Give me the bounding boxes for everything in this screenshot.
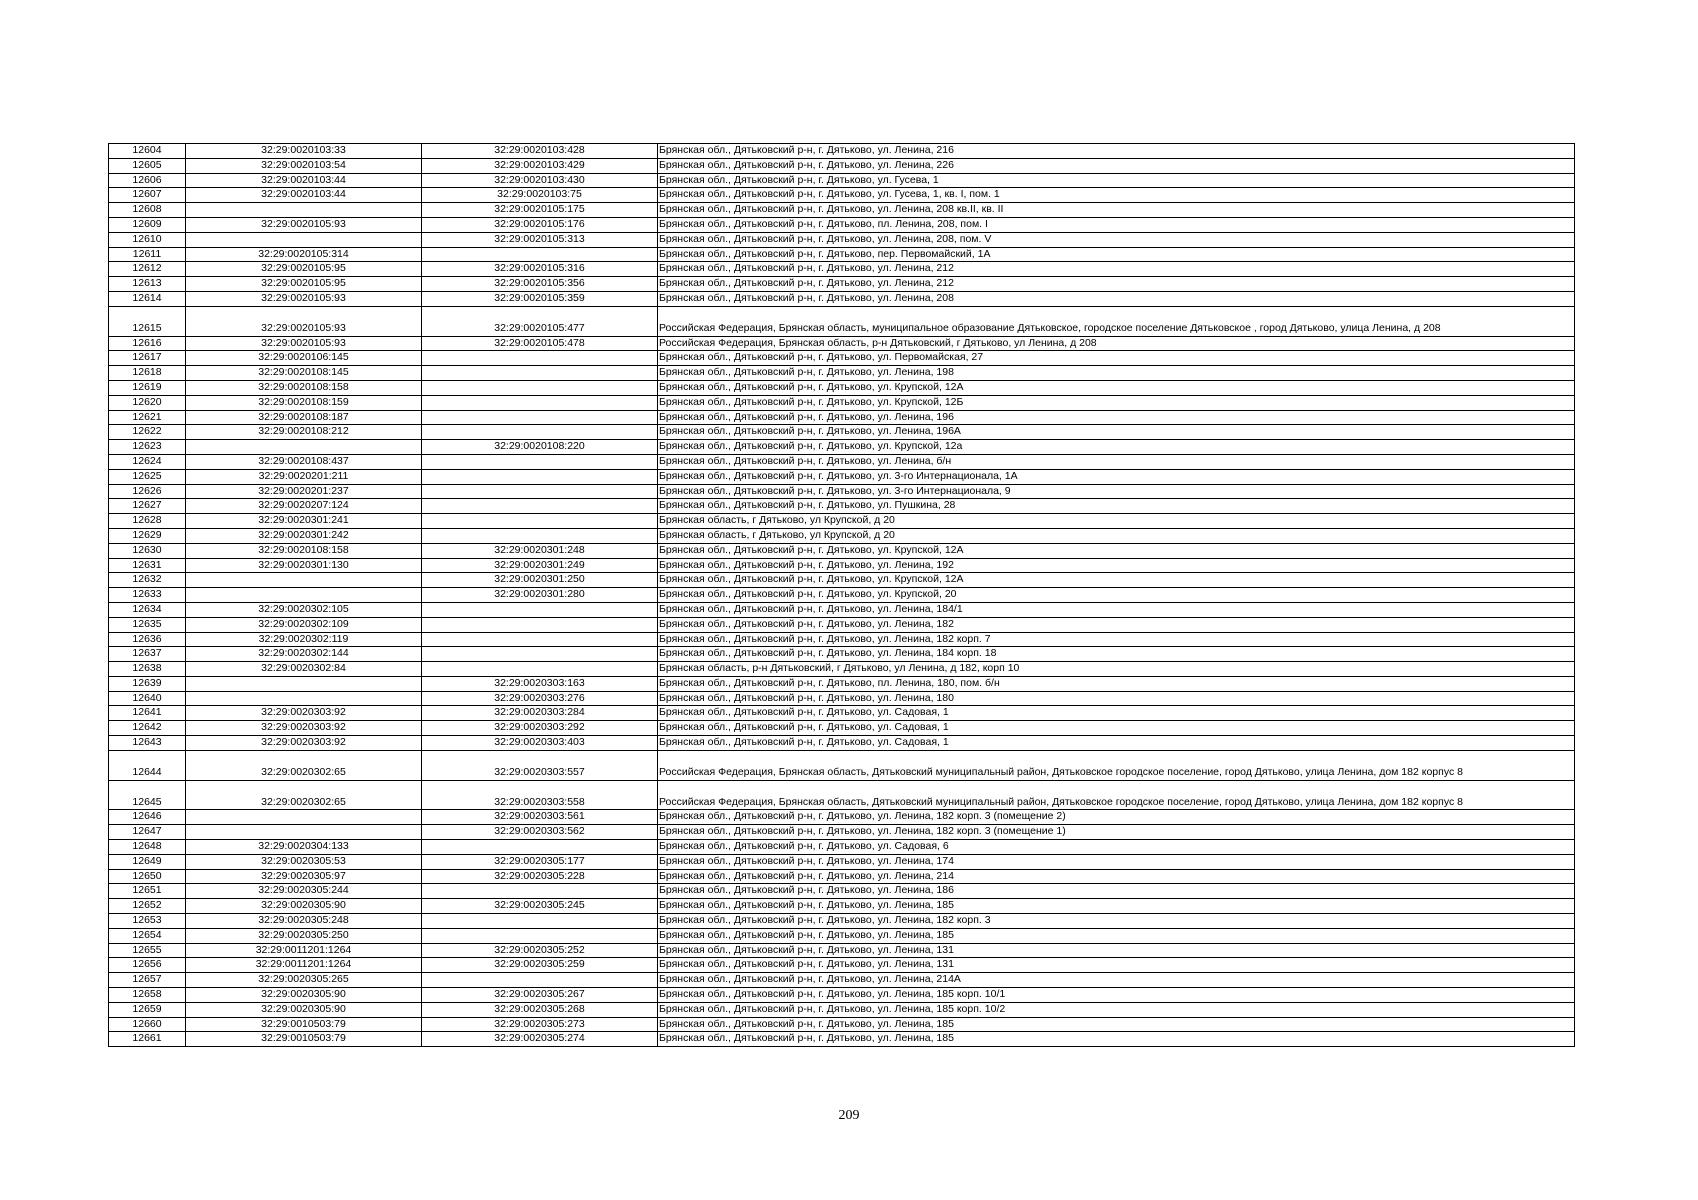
address-cell: Брянская обл., Дятьковский р-н, г. Дятьково, ул. Крупской, 12Б <box>658 395 1575 410</box>
address-cell: Брянская обл., Дятьковский р-н, г. Дятьково, ул. Ленина, 185 корп. 10/2 <box>658 1002 1575 1017</box>
row-number-cell: 12656 <box>109 958 186 973</box>
cadastral-number-cell: 32:29:0020305:53 <box>186 854 422 869</box>
cadastral-number-cell <box>186 232 422 247</box>
cadastral-number-cell: 32:29:0020105:93 <box>186 217 422 232</box>
cadastral-number-cell: 32:29:0020305:250 <box>186 928 422 943</box>
cadastral-number-cell: 32:29:0020106:145 <box>186 351 422 366</box>
table-row <box>109 440 1575 455</box>
row-number-cell: 12657 <box>109 973 186 988</box>
table-row <box>109 158 1575 173</box>
object-cadastral-number-cell: 32:29:0020105:359 <box>422 291 658 306</box>
object-cadastral-number-cell: 32:29:0020103:428 <box>422 144 658 159</box>
row-number-cell: 12655 <box>109 943 186 958</box>
cadastral-number-cell <box>186 810 422 825</box>
table-row <box>109 203 1575 218</box>
table-row <box>109 988 1575 1003</box>
object-cadastral-number-cell: 32:29:0020301:280 <box>422 588 658 603</box>
cadastral-number-cell: 32:29:0020105:95 <box>186 277 422 292</box>
table-row <box>109 647 1575 662</box>
address-cell: Российская Федерация, Брянская область, Дятьковский муниципальный район, Дятьковское городское поселение, город Дятьково, улица Ленина, дом 182 корпус 8 <box>658 780 1575 810</box>
address-cell: Брянская обл., Дятьковский р-н, г. Дятьково, ул. Ленина, 208 <box>658 291 1575 306</box>
table-row <box>109 366 1575 381</box>
address-cell: Брянская область, р-н Дятьковский, г Дятьково, ул Ленина, д 182, корп 10 <box>658 662 1575 677</box>
address-cell: Брянская обл., Дятьковский р-н, г. Дятьково, ул. Крупской, 12А <box>658 380 1575 395</box>
object-cadastral-number-cell <box>422 499 658 514</box>
cadastral-number-cell: 32:29:0020103:44 <box>186 173 422 188</box>
object-cadastral-number-cell: 32:29:0020303:562 <box>422 825 658 840</box>
address-cell: Брянская обл., Дятьковский р-н, г. Дятьково, ул. Ленина, 182 корп. 3 (помещение 1) <box>658 825 1575 840</box>
table-row <box>109 499 1575 514</box>
address-cell: Брянская обл., Дятьковский р-н, г. Дятьково, ул. Гусева, 1 <box>658 173 1575 188</box>
table-row <box>109 336 1575 351</box>
object-cadastral-number-cell: 32:29:0020303:557 <box>422 750 658 780</box>
cadastral-number-cell: 32:29:0020108:212 <box>186 425 422 440</box>
row-number-cell: 12624 <box>109 454 186 469</box>
object-cadastral-number-cell <box>422 840 658 855</box>
address-cell: Брянская обл., Дятьковский р-н, г. Дятьково, ул. Ленина, 185 корп. 10/1 <box>658 988 1575 1003</box>
row-number-cell: 12648 <box>109 840 186 855</box>
row-number-cell: 12613 <box>109 277 186 292</box>
object-cadastral-number-cell <box>422 617 658 632</box>
table-row <box>109 840 1575 855</box>
row-number-cell: 12604 <box>109 144 186 159</box>
row-number-cell: 12647 <box>109 825 186 840</box>
address-cell: Брянская обл., Дятьковский р-н, г. Дятьково, ул. Садовая, 1 <box>658 736 1575 751</box>
cadastral-number-cell: 32:29:0020207:124 <box>186 499 422 514</box>
table-row <box>109 262 1575 277</box>
row-number-cell: 12622 <box>109 425 186 440</box>
address-cell: Брянская обл., Дятьковский р-н, г. Дятьково, ул. Ленина, 196 <box>658 410 1575 425</box>
row-number-cell: 12652 <box>109 899 186 914</box>
object-cadastral-number-cell: 32:29:0020105:313 <box>422 232 658 247</box>
table-row <box>109 514 1575 529</box>
object-cadastral-number-cell <box>422 914 658 929</box>
address-cell: Брянская обл., Дятьковский р-н, г. Дятьково, ул. Первомайская, 27 <box>658 351 1575 366</box>
cadastral-number-cell <box>186 676 422 691</box>
table-row <box>109 780 1575 810</box>
address-cell: Брянская обл., Дятьковский р-н, г. Дятьково, пл. Ленина, 208, пом. I <box>658 217 1575 232</box>
table-row <box>109 395 1575 410</box>
table-row <box>109 173 1575 188</box>
table-row <box>109 188 1575 203</box>
row-number-cell: 12641 <box>109 706 186 721</box>
cadastral-number-cell: 32:29:0020302:65 <box>186 780 422 810</box>
address-cell: Брянская обл., Дятьковский р-н, г. Дятьково, ул. Ленина, б/н <box>658 454 1575 469</box>
row-number-cell: 12617 <box>109 351 186 366</box>
row-number-cell: 12646 <box>109 810 186 825</box>
row-number-cell: 12608 <box>109 203 186 218</box>
object-cadastral-number-cell: 32:29:0020303:163 <box>422 676 658 691</box>
table-row <box>109 1017 1575 1032</box>
address-cell: Брянская обл., Дятьковский р-н, г. Дятьково, ул. Ленина, 185 <box>658 1017 1575 1032</box>
table-row <box>109 232 1575 247</box>
cadastral-number-cell: 32:29:0020305:97 <box>186 869 422 884</box>
row-number-cell: 12633 <box>109 588 186 603</box>
table-row <box>109 543 1575 558</box>
row-number-cell: 12610 <box>109 232 186 247</box>
object-cadastral-number-cell: 32:29:0020301:250 <box>422 573 658 588</box>
row-number-cell: 12638 <box>109 662 186 677</box>
address-cell: Брянская обл., Дятьковский р-н, г. Дятьково, ул. Ленина, 185 <box>658 1032 1575 1047</box>
cadastral-number-cell: 32:29:0020305:90 <box>186 988 422 1003</box>
object-cadastral-number-cell: 32:29:0020301:248 <box>422 543 658 558</box>
object-cadastral-number-cell <box>422 380 658 395</box>
row-number-cell: 12627 <box>109 499 186 514</box>
table-row <box>109 662 1575 677</box>
table-row <box>109 736 1575 751</box>
address-cell: Брянская обл., Дятьковский р-н, г. Дятьково, ул. Садовая, 1 <box>658 706 1575 721</box>
cadastral-number-cell: 32:29:0020105:95 <box>186 262 422 277</box>
cadastral-number-cell: 32:29:0020108:437 <box>186 454 422 469</box>
object-cadastral-number-cell: 32:29:0020303:403 <box>422 736 658 751</box>
object-cadastral-number-cell: 32:29:0020103:75 <box>422 188 658 203</box>
row-number-cell: 12631 <box>109 558 186 573</box>
table-row <box>109 958 1575 973</box>
address-cell: Брянская обл., Дятьковский р-н, г. Дятьково, ул. Ленина, 196А <box>658 425 1575 440</box>
address-cell: Брянская обл., Дятьковский р-н, г. Дятьково, ул. Ленина, 208, пом. V <box>658 232 1575 247</box>
address-cell: Брянская обл., Дятьковский р-н, г. Дятьково, ул. Ленина, 192 <box>658 558 1575 573</box>
row-number-cell: 12629 <box>109 528 186 543</box>
cadastral-number-cell: 32:29:0020103:54 <box>186 158 422 173</box>
cadastral-number-cell: 32:29:0011201:1264 <box>186 958 422 973</box>
cadastral-number-cell: 32:29:0020303:92 <box>186 721 422 736</box>
table-row <box>109 528 1575 543</box>
table-row <box>109 810 1575 825</box>
row-number-cell: 12621 <box>109 410 186 425</box>
object-cadastral-number-cell: 32:29:0020305:228 <box>422 869 658 884</box>
row-number-cell: 12635 <box>109 617 186 632</box>
address-cell: Российская Федерация, Брянская область, р-н Дятьковский, г Дятьково, ул Ленина, д 208 <box>658 336 1575 351</box>
cadastral-number-cell: 32:29:0020105:93 <box>186 291 422 306</box>
object-cadastral-number-cell: 32:29:0020105:477 <box>422 306 658 336</box>
cadastral-number-cell <box>186 825 422 840</box>
row-number-cell: 12605 <box>109 158 186 173</box>
object-cadastral-number-cell: 32:29:0020303:561 <box>422 810 658 825</box>
cadastral-number-cell: 32:29:0020305:265 <box>186 973 422 988</box>
row-number-cell: 12628 <box>109 514 186 529</box>
address-cell: Брянская обл., Дятьковский р-н, г. Дятьково, ул. Ленина, 184 корп. 18 <box>658 647 1575 662</box>
row-number-cell: 12636 <box>109 632 186 647</box>
address-cell: Брянская обл., Дятьковский р-н, г. Дятьково, пл. Ленина, 180, пом. б/н <box>658 676 1575 691</box>
object-cadastral-number-cell: 32:29:0020301:249 <box>422 558 658 573</box>
table-row <box>109 632 1575 647</box>
address-cell: Брянская обл., Дятьковский р-н, г. Дятьково, ул. Ленина, 182 корп. 3 (помещение 2) <box>658 810 1575 825</box>
address-cell: Брянская обл., Дятьковский р-н, г. Дятьково, ул. Гусева, 1, кв. I, пом. 1 <box>658 188 1575 203</box>
object-cadastral-number-cell: 32:29:0020305:259 <box>422 958 658 973</box>
cadastral-number-cell: 32:29:0010503:79 <box>186 1032 422 1047</box>
cadastral-number-cell <box>186 588 422 603</box>
row-number-cell: 12623 <box>109 440 186 455</box>
object-cadastral-number-cell: 32:29:0020305:177 <box>422 854 658 869</box>
cadastral-number-cell <box>186 440 422 455</box>
object-cadastral-number-cell: 32:29:0020103:429 <box>422 158 658 173</box>
table-row <box>109 899 1575 914</box>
address-cell: Брянская обл., Дятьковский р-н, г. Дятьково, ул. Ленина, 184/1 <box>658 602 1575 617</box>
table-row <box>109 602 1575 617</box>
table-row <box>109 380 1575 395</box>
object-cadastral-number-cell <box>422 469 658 484</box>
table-row <box>109 869 1575 884</box>
table-row <box>109 914 1575 929</box>
row-number-cell: 12609 <box>109 217 186 232</box>
table-row <box>109 676 1575 691</box>
table-row <box>109 973 1575 988</box>
cadastral-number-cell: 32:29:0020305:248 <box>186 914 422 929</box>
address-cell: Брянская обл., Дятьковский р-н, г. Дятьково, ул. Крупской, 12А <box>658 543 1575 558</box>
row-number-cell: 12643 <box>109 736 186 751</box>
object-cadastral-number-cell: 32:29:0020305:252 <box>422 943 658 958</box>
row-number-cell: 12649 <box>109 854 186 869</box>
row-number-cell: 12637 <box>109 647 186 662</box>
address-cell: Брянская обл., Дятьковский р-н, г. Дятьково, пер. Первомайский, 1А <box>658 247 1575 262</box>
object-cadastral-number-cell <box>422 410 658 425</box>
object-cadastral-number-cell: 32:29:0020305:267 <box>422 988 658 1003</box>
register-table <box>108 143 1575 1047</box>
address-cell: Брянская обл., Дятьковский р-н, г. Дятьково, ул. 3-го Интернационала, 9 <box>658 484 1575 499</box>
object-cadastral-number-cell: 32:29:0020105:175 <box>422 203 658 218</box>
object-cadastral-number-cell <box>422 928 658 943</box>
row-number-cell: 12632 <box>109 573 186 588</box>
address-cell: Брянская обл., Дятьковский р-н, г. Дятьково, ул. Садовая, 6 <box>658 840 1575 855</box>
address-cell: Брянская обл., Дятьковский р-н, г. Дятьково, ул. Ленина, 212 <box>658 277 1575 292</box>
cadastral-number-cell <box>186 203 422 218</box>
table-row <box>109 825 1575 840</box>
row-number-cell: 12654 <box>109 928 186 943</box>
row-number-cell: 12651 <box>109 884 186 899</box>
address-cell: Брянская обл., Дятьковский р-н, г. Дятьково, ул. Крупской, 20 <box>658 588 1575 603</box>
address-cell: Брянская обл., Дятьковский р-н, г. Дятьково, ул. Ленина, 182 корп. 7 <box>658 632 1575 647</box>
object-cadastral-number-cell: 32:29:0020305:273 <box>422 1017 658 1032</box>
address-cell: Брянская обл., Дятьковский р-н, г. Дятьково, ул. Ленина, 131 <box>658 958 1575 973</box>
address-cell: Брянская обл., Дятьковский р-н, г. Дятьково, ул. Пушкина, 28 <box>658 499 1575 514</box>
cadastral-number-cell: 32:29:0020108:145 <box>186 366 422 381</box>
table-row <box>109 306 1575 336</box>
object-cadastral-number-cell: 32:29:0020305:268 <box>422 1002 658 1017</box>
address-cell: Брянская обл., Дятьковский р-н, г. Дятьково, ул. Ленина, 214 <box>658 869 1575 884</box>
table-row <box>109 469 1575 484</box>
table-row <box>109 454 1575 469</box>
object-cadastral-number-cell <box>422 662 658 677</box>
row-number-cell: 12611 <box>109 247 186 262</box>
row-number-cell: 12619 <box>109 380 186 395</box>
cadastral-number-cell: 32:29:0020303:92 <box>186 706 422 721</box>
object-cadastral-number-cell: 32:29:0020105:176 <box>422 217 658 232</box>
cadastral-number-cell: 32:29:0020305:90 <box>186 899 422 914</box>
address-cell: Брянская обл., Дятьковский р-н, г. Дятьково, ул. Крупской, 12а <box>658 440 1575 455</box>
page-number: 209 <box>838 1108 860 1123</box>
address-cell: Брянская обл., Дятьковский р-н, г. Дятьково, ул. Ленина, 182 <box>658 617 1575 632</box>
cadastral-number-cell: 32:29:0020105:93 <box>186 306 422 336</box>
cadastral-number-cell: 32:29:0020301:130 <box>186 558 422 573</box>
address-cell: Брянская обл., Дятьковский р-н, г. Дятьково, ул. Ленина, 212 <box>658 262 1575 277</box>
address-cell: Российская Федерация, Брянская область, Дятьковский муниципальный район, Дятьковское городское поселение, город Дятьково, улица Ленина, дом 182 корпус 8 <box>658 750 1575 780</box>
cadastral-number-cell: 32:29:0020305:244 <box>186 884 422 899</box>
table-row <box>109 573 1575 588</box>
object-cadastral-number-cell: 32:29:0020108:220 <box>422 440 658 455</box>
address-cell: Российская Федерация, Брянская область, муниципальное образование Дятьковское, городское поселение Дятьковское , город Дятьково, улица Ленина, д 208 <box>658 306 1575 336</box>
cadastral-number-cell <box>186 691 422 706</box>
cadastral-number-cell: 32:29:0020105:314 <box>186 247 422 262</box>
object-cadastral-number-cell: 32:29:0020303:558 <box>422 780 658 810</box>
row-number-cell: 12615 <box>109 306 186 336</box>
row-number-cell: 12606 <box>109 173 186 188</box>
table-row <box>109 351 1575 366</box>
cadastral-number-cell: 32:29:0020108:187 <box>186 410 422 425</box>
cadastral-number-cell: 32:29:0020103:33 <box>186 144 422 159</box>
object-cadastral-number-cell: 32:29:0020305:274 <box>422 1032 658 1047</box>
cadastral-number-cell: 32:29:0020303:92 <box>186 736 422 751</box>
row-number-cell: 12634 <box>109 602 186 617</box>
table-row <box>109 750 1575 780</box>
address-cell: Брянская обл., Дятьковский р-н, г. Дятьково, ул. Садовая, 1 <box>658 721 1575 736</box>
cadastral-number-cell: 32:29:0020201:237 <box>186 484 422 499</box>
address-cell: Брянская обл., Дятьковский р-н, г. Дятьково, ул. Ленина, 214А <box>658 973 1575 988</box>
table-row <box>109 588 1575 603</box>
table-row <box>109 1002 1575 1017</box>
row-number-cell: 12660 <box>109 1017 186 1032</box>
address-cell: Брянская обл., Дятьковский р-н, г. Дятьково, ул. Ленина, 186 <box>658 884 1575 899</box>
table-row <box>109 144 1575 159</box>
cadastral-number-cell: 32:29:0020302:119 <box>186 632 422 647</box>
object-cadastral-number-cell <box>422 395 658 410</box>
object-cadastral-number-cell: 32:29:0020303:284 <box>422 706 658 721</box>
address-cell: Брянская обл., Дятьковский р-н, г. Дятьково, ул. Ленина, 185 <box>658 928 1575 943</box>
row-number-cell: 12640 <box>109 691 186 706</box>
object-cadastral-number-cell <box>422 454 658 469</box>
object-cadastral-number-cell <box>422 366 658 381</box>
object-cadastral-number-cell <box>422 425 658 440</box>
row-number-cell: 12658 <box>109 988 186 1003</box>
row-number-cell: 12616 <box>109 336 186 351</box>
register-table-body <box>109 144 1575 1047</box>
object-cadastral-number-cell <box>422 514 658 529</box>
cadastral-number-cell: 32:29:0020108:159 <box>186 395 422 410</box>
cadastral-number-cell: 32:29:0020103:44 <box>186 188 422 203</box>
table-row <box>109 247 1575 262</box>
cadastral-number-cell: 32:29:0020108:158 <box>186 543 422 558</box>
object-cadastral-number-cell <box>422 647 658 662</box>
row-number-cell: 12607 <box>109 188 186 203</box>
row-number-cell: 12626 <box>109 484 186 499</box>
object-cadastral-number-cell <box>422 351 658 366</box>
table-row <box>109 1032 1575 1047</box>
row-number-cell: 12630 <box>109 543 186 558</box>
object-cadastral-number-cell: 32:29:0020303:292 <box>422 721 658 736</box>
table-row <box>109 410 1575 425</box>
table-row <box>109 928 1575 943</box>
row-number-cell: 12653 <box>109 914 186 929</box>
cadastral-number-cell: 32:29:0020301:241 <box>186 514 422 529</box>
cadastral-number-cell: 32:29:0020302:65 <box>186 750 422 780</box>
cadastral-number-cell: 32:29:0020305:90 <box>186 1002 422 1017</box>
row-number-cell: 12625 <box>109 469 186 484</box>
table-row <box>109 617 1575 632</box>
cadastral-number-cell: 32:29:0020301:242 <box>186 528 422 543</box>
row-number-cell: 12659 <box>109 1002 186 1017</box>
table-row <box>109 884 1575 899</box>
address-cell: Брянская обл., Дятьковский р-н, г. Дятьково, ул. 3-го Интернационала, 1А <box>658 469 1575 484</box>
object-cadastral-number-cell: 32:29:0020103:430 <box>422 173 658 188</box>
address-cell: Брянская обл., Дятьковский р-н, г. Дятьково, ул. Ленина, 185 <box>658 899 1575 914</box>
cadastral-number-cell: 32:29:0020302:84 <box>186 662 422 677</box>
row-number-cell: 12644 <box>109 750 186 780</box>
address-cell: Брянская обл., Дятьковский р-н, г. Дятьково, ул. Ленина, 182 корп. 3 <box>658 914 1575 929</box>
object-cadastral-number-cell: 32:29:0020303:276 <box>422 691 658 706</box>
row-number-cell: 12661 <box>109 1032 186 1047</box>
cadastral-number-cell: 32:29:0011201:1264 <box>186 943 422 958</box>
row-number-cell: 12612 <box>109 262 186 277</box>
cadastral-number-cell: 32:29:0020108:158 <box>186 380 422 395</box>
object-cadastral-number-cell: 32:29:0020305:245 <box>422 899 658 914</box>
cadastral-number-cell: 32:29:0020105:93 <box>186 336 422 351</box>
address-cell: Брянская обл., Дятьковский р-н, г. Дятьково, ул. Ленина, 180 <box>658 691 1575 706</box>
cadastral-number-cell <box>186 573 422 588</box>
table-row <box>109 854 1575 869</box>
object-cadastral-number-cell: 32:29:0020105:478 <box>422 336 658 351</box>
address-cell: Брянская обл., Дятьковский р-н, г. Дятьково, ул. Ленина, 208 кв.II, кв. II <box>658 203 1575 218</box>
row-number-cell: 12618 <box>109 366 186 381</box>
address-cell: Брянская область, г Дятьково, ул Крупской, д 20 <box>658 514 1575 529</box>
row-number-cell: 12642 <box>109 721 186 736</box>
cadastral-number-cell: 32:29:0020302:144 <box>186 647 422 662</box>
object-cadastral-number-cell <box>422 884 658 899</box>
cadastral-number-cell: 32:29:0020201:211 <box>186 469 422 484</box>
cadastral-number-cell: 32:29:0020302:109 <box>186 617 422 632</box>
table-row <box>109 943 1575 958</box>
table-row <box>109 706 1575 721</box>
address-cell: Брянская обл., Дятьковский р-н, г. Дятьково, ул. Ленина, 226 <box>658 158 1575 173</box>
row-number-cell: 12650 <box>109 869 186 884</box>
object-cadastral-number-cell: 32:29:0020105:316 <box>422 262 658 277</box>
address-cell: Брянская обл., Дятьковский р-н, г. Дятьково, ул. Ленина, 216 <box>658 144 1575 159</box>
object-cadastral-number-cell <box>422 973 658 988</box>
object-cadastral-number-cell: 32:29:0020105:356 <box>422 277 658 292</box>
address-cell: Брянская обл., Дятьковский р-н, г. Дятьково, ул. Ленина, 198 <box>658 366 1575 381</box>
table-row <box>109 291 1575 306</box>
address-cell: Брянская обл., Дятьковский р-н, г. Дятьково, ул. Крупской, 12А <box>658 573 1575 588</box>
object-cadastral-number-cell <box>422 602 658 617</box>
table-row <box>109 691 1575 706</box>
address-cell: Брянская обл., Дятьковский р-н, г. Дятьково, ул. Ленина, 131 <box>658 943 1575 958</box>
address-cell: Брянская обл., Дятьковский р-н, г. Дятьково, ул. Ленина, 174 <box>658 854 1575 869</box>
cadastral-number-cell: 32:29:0020302:105 <box>186 602 422 617</box>
table-row <box>109 277 1575 292</box>
address-cell: Брянская область, г Дятьково, ул Крупской, д 20 <box>658 528 1575 543</box>
table-row <box>109 217 1575 232</box>
object-cadastral-number-cell <box>422 528 658 543</box>
object-cadastral-number-cell <box>422 632 658 647</box>
object-cadastral-number-cell <box>422 484 658 499</box>
table-row <box>109 558 1575 573</box>
table-row <box>109 425 1575 440</box>
cadastral-number-cell: 32:29:0010503:79 <box>186 1017 422 1032</box>
table-row <box>109 484 1575 499</box>
row-number-cell: 12639 <box>109 676 186 691</box>
row-number-cell: 12614 <box>109 291 186 306</box>
row-number-cell: 12620 <box>109 395 186 410</box>
row-number-cell: 12645 <box>109 780 186 810</box>
cadastral-number-cell: 32:29:0020304:133 <box>186 840 422 855</box>
object-cadastral-number-cell <box>422 247 658 262</box>
table-row <box>109 721 1575 736</box>
